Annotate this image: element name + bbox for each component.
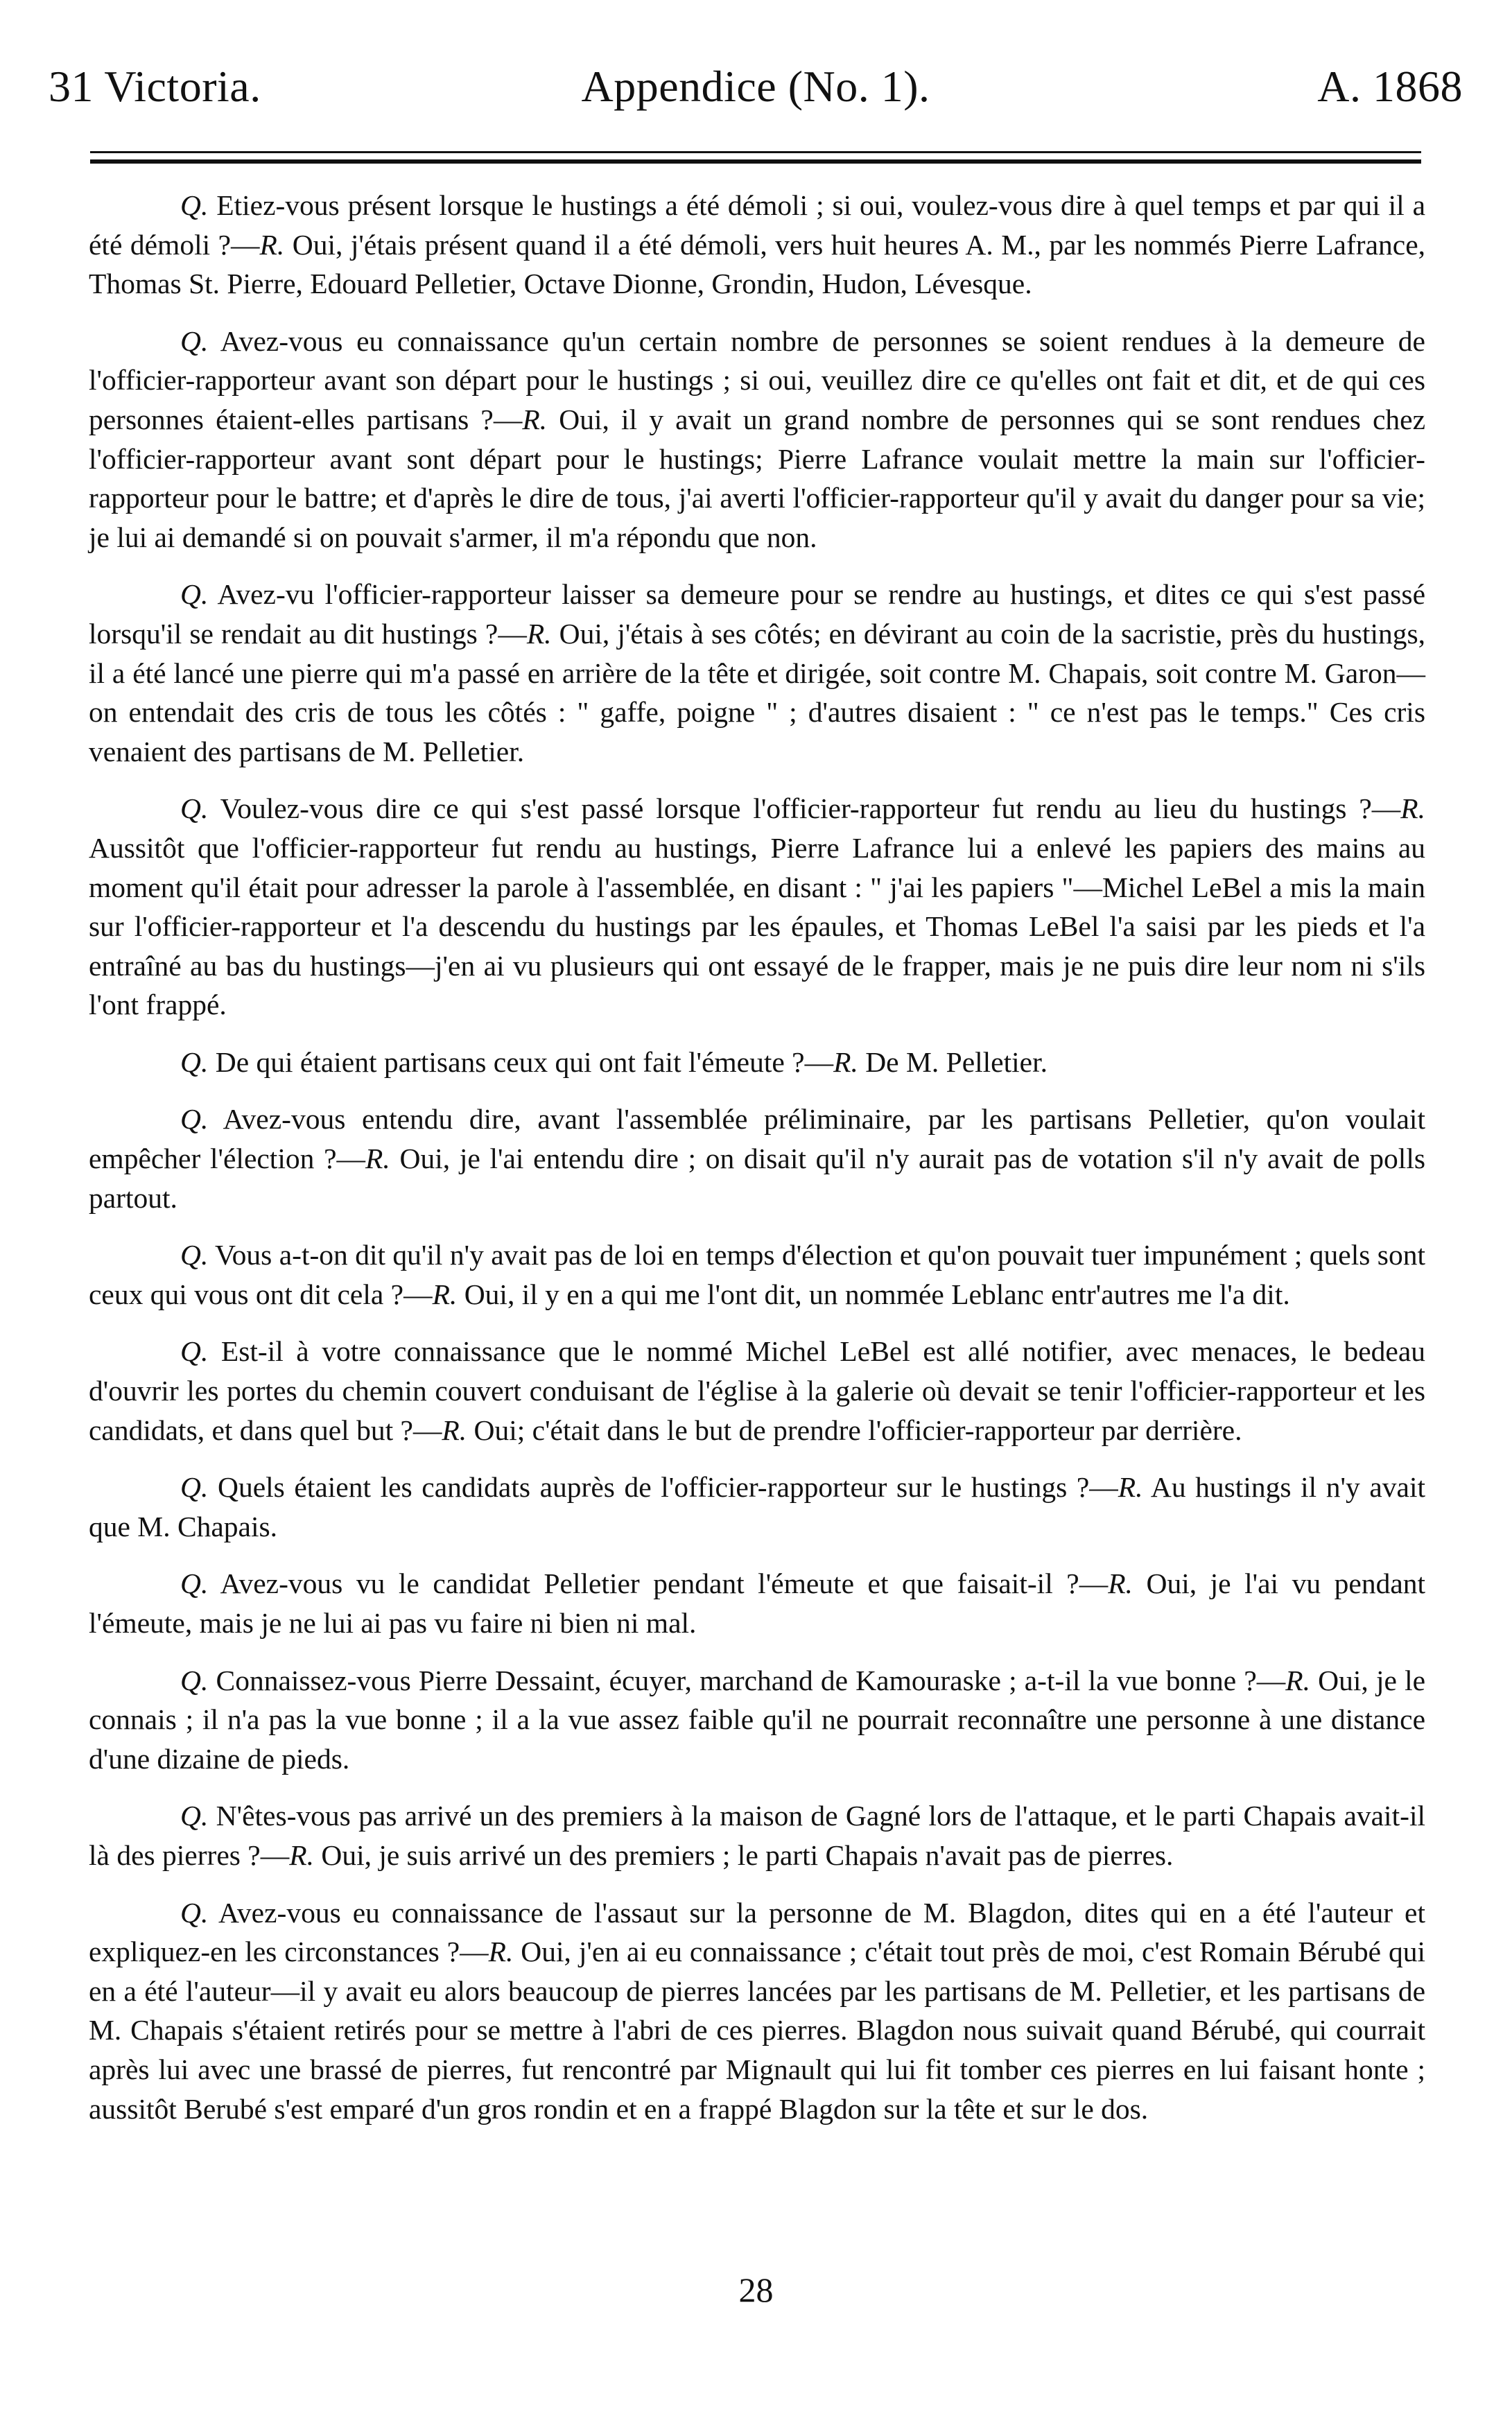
header-appendix: Appendice (No. 1). xyxy=(581,62,930,111)
qa-paragraph-4 xyxy=(89,789,1425,1025)
answer-text: Oui, j'étais présent quand il a été démoli, vers huit heures A. M., par les nommés Pierre Lafrance, Thomas St. Pierre, Edouard Pelletier, Octave Dionne, Grondin, Hudon, Lévesque. xyxy=(89,228,1425,300)
answer-text: Aussitôt que l'officier-rapporteur fut rendu au hustings, Pierre Lafrance lui a enlevé les papiers des mains au moment qu'il était pour adresser la parole à l'assemblée, en disant : " j'ai les papiers "—Michel LeBel a mis la main sur l'officier-rapporteur et l'a descendu du hustings par les épaules, et Thomas LeBel l'a saisi par les pieds et l'a entraîné au bas du hustings—j'en ai vu plusieurs qui ont essayé de le frapper, mais je ne puis dire leur nom ni s'ils l'ont frappé. xyxy=(89,831,1425,1021)
answer-text: Oui; c'était dans le but de prendre l'officier-rapporteur par derrière. xyxy=(473,1414,1242,1446)
question-text: Vous a-t-on dit qu'il n'y avait pas de loi en temps d'élection et qu'on pouvait tuer impunément ; quels sont ceux qui vous ont dit cela ?— xyxy=(89,1239,1425,1310)
qa-paragraph-2 xyxy=(89,322,1425,557)
question-label: Q. xyxy=(180,1471,209,1504)
qa-paragraph-7 xyxy=(89,1235,1425,1314)
answer-text: Oui, je l'ai entendu dire ; on disait qu'il n'y aurait pas de votation s'il n'y avait de polls partout. xyxy=(89,1142,1425,1214)
question-text: Avez-vous eu connaissance de l'assaut sur la personne de M. Blagdon, dites qui en a été l'auteur et expliquez-en les circonstances ?— xyxy=(89,1896,1425,1968)
qa-paragraph-8 xyxy=(89,1332,1425,1450)
question-label: Q. xyxy=(180,1800,209,1832)
header-session: 31 Victoria. xyxy=(49,62,261,111)
question-label: Q. xyxy=(180,189,209,221)
answer-label: R. xyxy=(522,403,548,435)
answer-label: R. xyxy=(833,1045,858,1078)
question-label: Q. xyxy=(180,578,209,611)
qa-paragraph-10 xyxy=(89,1564,1425,1642)
qa-paragraph-11 xyxy=(89,1661,1425,1779)
answer-label: R. xyxy=(289,1839,314,1871)
answer-text: Oui, je suis arrivé un des premiers ; le parti Chapais n'avait pas de pierres. xyxy=(321,1839,1174,1871)
answer-label: R. xyxy=(442,1414,467,1446)
question-label: Q. xyxy=(180,324,209,357)
answer-label: R. xyxy=(488,1936,514,1968)
question-label: Q. xyxy=(180,1103,209,1136)
answer-text: Oui, il y en a qui me l'ont dit, un nommée Leblanc entr'autres me l'a dit. xyxy=(464,1278,1290,1310)
qa-paragraph-6 xyxy=(89,1100,1425,1217)
answer-text: Au hustings il n'y avait que M. Chapais. xyxy=(89,1471,1425,1542)
testimony-body xyxy=(89,186,1425,2146)
answer-text: Oui, j'en ai eu connaissance ; c'était tout près de moi, c'est Romain Bérubé qui en a été l'auteur—il y avait eu alors beaucoup de pierres lancées par les partisans de M. Pelletier, et les partisans de M. Chapais s'étaient retirés pour se mettre à l'abri de ces pierres. Blagdon nous suivait quand Bérubé, qui courrait après lui avec une brassé de pierres, fut rencontré par Mignault qui lui fit tomber ces pierres en lui faisant honte ; aussitôt Berubé s'est emparé d'un gros rondin et en a frappé Blagdon sur la tête et sur le dos. xyxy=(89,1936,1426,2125)
question-text: Avez-vu l'officier-rapporteur laisser sa demeure pour se rendre au hustings, et dites ce qui s'est passé lorsqu'il se rendait au dit hustings ?— xyxy=(89,578,1425,650)
question-text: Avez-vous eu connaissance qu'un certain nombre de personnes se soient rendues à la demeure de l'officier-rapporteur avant son départ pour le hustings ; si oui, veuillez dire ce qu'elles ont fait et dit, et de qui ces personnes étaient-elles partisans ?— xyxy=(89,324,1425,435)
question-text: De qui étaient partisans ceux qui ont fait l'émeute ?— xyxy=(215,1045,834,1078)
header-year: A. 1868 xyxy=(1317,62,1463,111)
qa-paragraph-1 xyxy=(89,186,1425,304)
header-rule-thin xyxy=(90,151,1421,153)
answer-text: Oui, j'étais à ses côtés; en dévirant au coin de la sacristie, près du hustings, il a été lancé une pierre qui m'a passé en arrière de la tête et dirigée, soit contre M. Chapais, soit contre M. Garon—on entendait des cris de tous les côtés : " gaffe, poigne " ; d'autres disaient : " ce n'est pas le temps." Ces cris venaient des partisans de M. Pelletier. xyxy=(89,617,1426,767)
question-text: Est-il à votre connaissance que le nommé Michel LeBel est allé notifier, avec menaces, le bedeau d'ouvrir les portes du chemin couvert conduisant de l'église à la galerie où devait se tenir l'officier-rapporteur et les candidats, et dans quel but ?— xyxy=(89,1335,1425,1446)
answer-text: De M. Pelletier. xyxy=(865,1045,1048,1078)
answer-text: Oui, il y avait un grand nombre de personnes qui se sont rendues chez l'officier-rapporteur avant sont départ pour le hustings; Pierre Lafrance voulait mettre la main sur l'officier-rapporteur pour le battre; et d'après le dire de tous, j'ai averti l'officier-rapporteur qu'il y avait du danger pour sa vie; je lui ai demandé si on pouvait s'armer, il m'a répondu que non. xyxy=(89,403,1425,553)
question-label: Q. xyxy=(180,1896,209,1929)
answer-label: R. xyxy=(259,228,285,261)
answer-label: R. xyxy=(1118,1471,1143,1504)
qa-paragraph-13 xyxy=(89,1893,1425,2129)
question-text: Voulez-vous dire ce qui s'est passé lorsque l'officier-rapporteur fut rendu au lieu du hustings ?— xyxy=(220,792,1401,825)
page-number: 28 xyxy=(738,2270,774,2309)
question-text: Etiez-vous présent lorsque le hustings a été démoli ; si oui, voulez-vous dire à quel temps et par qui il a été démoli ?— xyxy=(89,189,1425,261)
question-label: Q. xyxy=(180,1239,209,1271)
question-text: Quels étaient les candidats auprès de l'officier-rapporteur sur le hustings ?— xyxy=(217,1471,1118,1504)
header-rule-thick xyxy=(90,159,1421,164)
question-text: Connaissez-vous Pierre Dessaint, écuyer, marchand de Kamouraske ; a-t-il la vue bonne ?— xyxy=(216,1664,1286,1696)
question-text: Avez-vous entendu dire, avant l'assemblée préliminaire, par les partisans Pelletier, qu'on voulait empêcher l'élection ?— xyxy=(89,1103,1425,1175)
answer-text: Oui, je l'ai vu pendant l'émeute, mais je ne lui ai pas vu faire ni bien ni mal. xyxy=(89,1567,1426,1639)
question-label: Q. xyxy=(180,1567,209,1600)
question-label: Q. xyxy=(180,1664,209,1696)
question-label: Q. xyxy=(180,1335,209,1368)
running-header xyxy=(49,55,1463,118)
question-text: Avez-vous vu le candidat Pelletier pendant l'émeute et que faisait-il ?— xyxy=(220,1567,1109,1600)
qa-paragraph-9 xyxy=(89,1468,1425,1546)
answer-text: Oui, je le connais ; il n'a pas la vue bonne ; il a la vue assez faible qu'il ne pourrait reconnaître une personne à une distance d'une dizaine de pieds. xyxy=(89,1664,1426,1775)
answer-label: R. xyxy=(432,1278,458,1310)
qa-paragraph-5 xyxy=(89,1043,1425,1082)
question-label: Q. xyxy=(180,1045,209,1078)
answer-label: R. xyxy=(365,1142,390,1175)
answer-label: R. xyxy=(526,617,552,650)
answer-label: R. xyxy=(1400,792,1425,825)
answer-label: R. xyxy=(1108,1567,1133,1600)
answer-label: R. xyxy=(1285,1664,1310,1696)
qa-paragraph-12 xyxy=(89,1796,1425,1875)
question-text: N'êtes-vous pas arrivé un des premiers à la maison de Gagné lors de l'attaque, et le parti Chapais avait-il là des pierres ?— xyxy=(89,1800,1426,1871)
qa-paragraph-3 xyxy=(89,575,1425,771)
question-label: Q. xyxy=(180,792,209,825)
